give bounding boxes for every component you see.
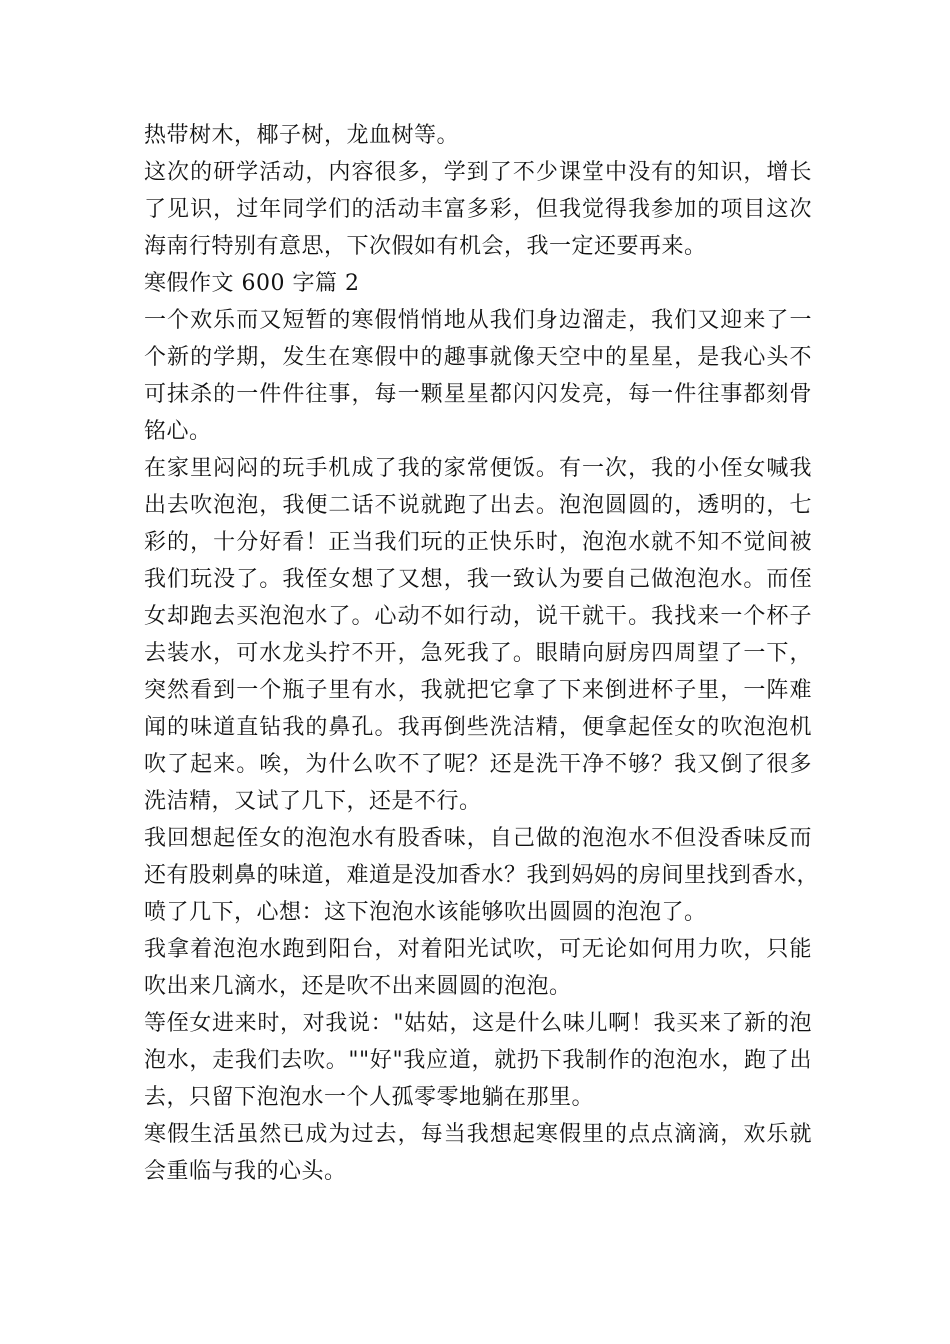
text-line: 彩的，十分好看！正当我们玩的正快乐时，泡泡水就不知不觉间被 [144,530,812,555]
text-line: 等侄女进来时，对我说："姑姑，这是什么味儿啊！我买来了新的泡 [144,1011,812,1036]
text-line: 海南行特别有意思，下次假如有机会，我一定还要再来。 [144,234,707,259]
text-line: 吹出来几滴水，还是吹不出来圆圆的泡泡。 [144,974,572,999]
document-body [144,117,820,1190]
text-line: 去，只留下泡泡水一个人孤零零地躺在那里。 [144,1085,595,1110]
text-line: 洗洁精，又试了几下，还是不行。 [144,789,482,814]
text-line: 这次的研学活动，内容很多，学到了不少课堂中没有的知识，增长 [144,160,812,185]
text-line: 我回想起侄女的泡泡水有股香味，自己做的泡泡水不但没香味反而 [144,826,812,851]
text-line: 一个欢乐而又短暂的寒假悄悄地从我们身边溜走，我们又迎来了一 [144,308,812,333]
text-line: 出去吹泡泡，我便二话不说就跑了出去。泡泡圆圆的，透明的，七 [144,493,812,518]
text-line: 我们玩没了。我侄女想了又想，我一致认为要自己做泡泡水。而侄 [144,567,812,592]
text-line: 可抹杀的一件件往事，每一颗星星都闪闪发亮，每一件往事都刻骨 [144,382,812,407]
text-line: 女却跑去买泡泡水了。心动不如行动，说干就干。我找来一个杯子 [144,604,812,629]
text-line: 热带树木，椰子树，龙血树等。 [144,123,460,148]
text-line: 会重临与我的心头。 [144,1159,347,1184]
text-line: 铭心。 [144,419,212,444]
text-line: 闻的味道直钻我的鼻孔。我再倒些洗洁精，便拿起侄女的吹泡泡机 [144,715,812,740]
section-heading: 寒假作文 600 字篇 2 [144,271,360,296]
text-line: 喷了几下，心想：这下泡泡水该能够吹出圆圆的泡泡了。 [144,900,707,925]
text-line: 个新的学期，发生在寒假中的趣事就像天空中的星星，是我心头不 [144,345,812,370]
text-line: 吹了起来。唉，为什么吹不了呢？还是洗干净不够？我又倒了很多 [144,752,812,777]
text-line: 在家里闷闷的玩手机成了我的家常便饭。有一次，我的小侄女喊我 [144,456,812,481]
text-line: 突然看到一个瓶子里有水，我就把它拿了下来倒进杯子里，一阵难 [144,678,812,703]
text-line: 我拿着泡泡水跑到阳台，对着阳光试吹，可无论如何用力吹，只能 [144,937,812,962]
text-line: 寒假生活虽然已成为过去，每当我想起寒假里的点点滴滴，欢乐就 [144,1122,812,1147]
text-line: 去装水，可水龙头拧不开，急死我了。眼睛向厨房四周望了一下， [144,641,812,666]
text-line: 了见识，过年同学们的活动丰富多彩，但我觉得我参加的项目这次 [144,197,812,222]
text-line: 泡水，走我们去吹。""好"我应道，就扔下我制作的泡泡水，跑了出 [144,1048,812,1073]
text-line: 还有股刺鼻的味道，难道是没加香水？我到妈妈的房间里找到香水， [144,863,820,888]
